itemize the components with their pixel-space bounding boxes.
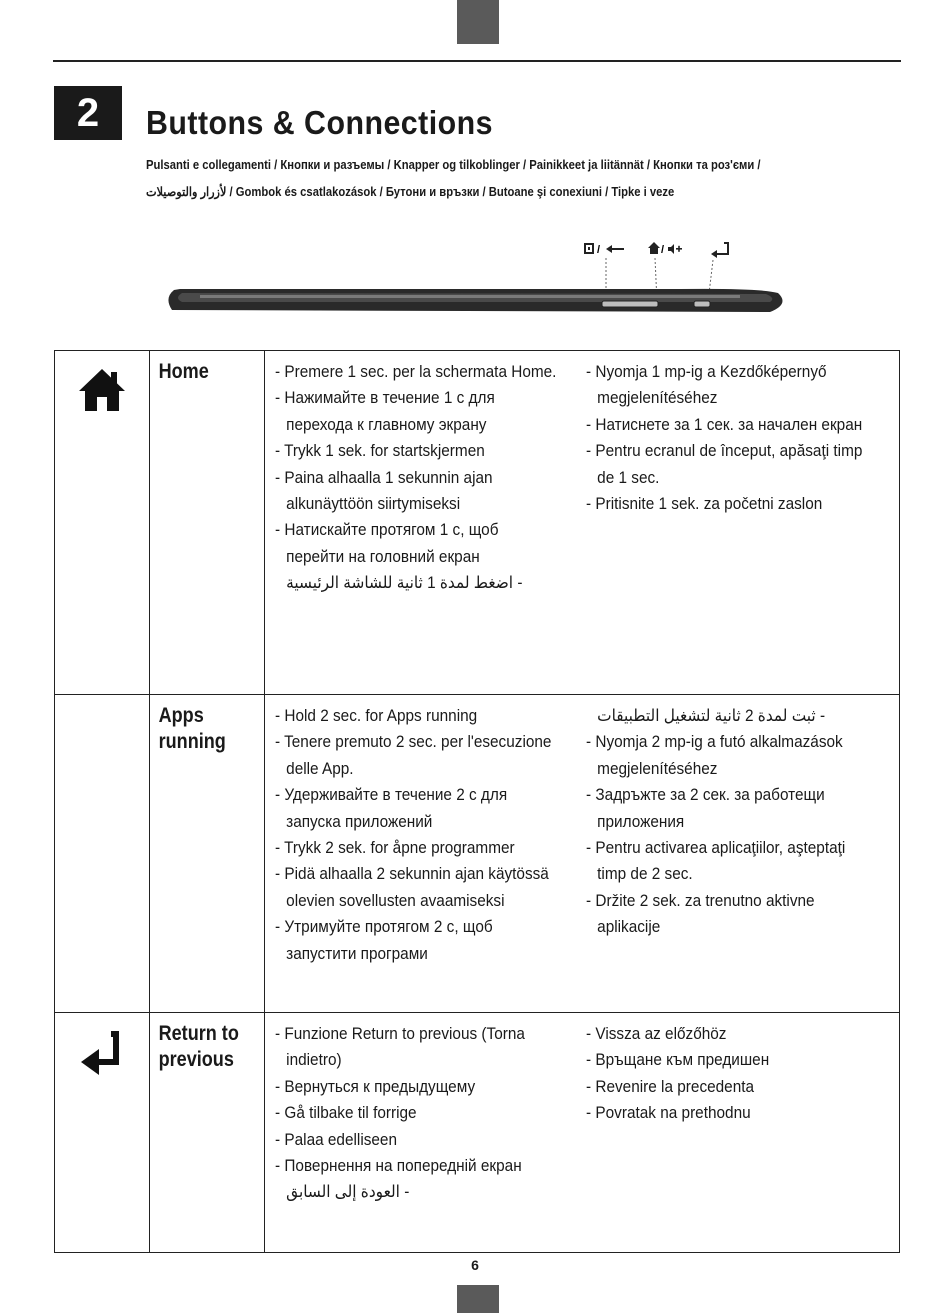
list-item: - Задръжте за 2 сек. за работещи приложения — [586, 782, 870, 835]
row-desc-cell — [265, 695, 900, 1013]
row-name-cell — [150, 1013, 265, 1253]
list-item: - Paina alhaalla 1 sekunnin ajan alkunäyttöön siirtymiseksi — [275, 465, 559, 518]
page-tab-top — [457, 0, 499, 44]
list-item: - اضغط لمدة 1 ثانية للشاشة الرئيسية — [275, 570, 559, 596]
return-col-1 — [275, 1021, 580, 1206]
list-item: - Trykk 2 sek. for åpne programmer — [275, 835, 559, 861]
home-back-icon — [584, 243, 624, 256]
subtitle-line-1: Pulsanti e collegamenti / Кнопки и разъемы / Knapper og tilkoblinger / Painikkeet ja liitännät / Кнопки та роз'єми / — [146, 158, 761, 172]
list-item: - Утримуйте протягом 2 с, щоб запустити програми — [275, 914, 559, 967]
list-item: - Вернуться к предыдущему — [275, 1074, 559, 1100]
section-subtitle — [146, 152, 830, 206]
device-side-diagram — [160, 238, 790, 320]
list-item: - Pritisnite 1 sek. za početni zaslon — [586, 491, 870, 517]
list-item: - Vissza az előzőhöz — [586, 1021, 870, 1047]
list-item: - Trykk 1 sek. for startskjermen — [275, 438, 559, 464]
list-item: - Натискайте протягом 1 с, щоб перейти на головний екран — [275, 517, 559, 570]
row-desc-cell — [265, 1013, 900, 1253]
list-item: - Premere 1 sec. per la schermata Home. — [275, 359, 559, 385]
list-item: - Hold 2 sec. for Apps running — [275, 703, 559, 729]
list-item: - Pentru activarea aplicaţiilor, aşteptaţi timp de 2 sec. — [586, 835, 870, 888]
row-name-cell — [150, 695, 265, 1013]
home-col-2 — [586, 359, 891, 517]
list-item: - Funzione Return to previous (Torna indietro) — [275, 1021, 559, 1074]
list-item: - ثبت لمدة 2 ثانية لتشغيل التطبيقات — [586, 703, 870, 729]
list-item: - Връщане към предишен — [586, 1047, 870, 1073]
row-icon-cell — [55, 695, 150, 1013]
svg-text:/: / — [661, 244, 665, 256]
apps-col-2 — [586, 703, 891, 941]
list-item: - Nyomja 2 mp-ig a futó alkalmazások megjelenítéséhez — [586, 729, 870, 782]
section-title: Buttons & Connections — [146, 104, 493, 141]
list-item: - Tenere premuto 2 sec. per l'esecuzione delle App. — [275, 729, 559, 782]
list-item: - Držite 2 sek. za trenutno aktivne aplikacije — [586, 888, 870, 941]
list-item: - العودة إلى السابق — [275, 1179, 559, 1205]
list-item: - Gå tilbake til forrige — [275, 1100, 559, 1126]
page-number: 6 — [471, 1257, 479, 1273]
table-row-return — [55, 1013, 900, 1253]
row-name-home: Home — [158, 360, 209, 383]
section-number: 2 — [54, 86, 122, 140]
return-col-2 — [586, 1021, 891, 1127]
list-item: - Удерживайте в течение 2 с для запуска приложений — [275, 782, 559, 835]
table-row-home — [55, 351, 900, 695]
row-name-apps-running: Apps running — [158, 704, 226, 753]
header-rule — [53, 60, 901, 62]
return-icon — [711, 243, 728, 258]
row-icon-cell — [55, 351, 150, 695]
row-icon-cell — [55, 1013, 150, 1253]
row-name-return: Return to previous — [158, 1022, 239, 1071]
list-item: - Nyomja 1 mp-ig a Kezdőképernyő megjelenítéséhez — [586, 359, 870, 412]
home-col-1 — [275, 359, 580, 597]
list-item: - Натиснете за 1 сек. за начален екран — [586, 412, 870, 438]
table-row-apps-running — [55, 695, 900, 1013]
buttons-table — [54, 350, 900, 1253]
apps-col-1 — [275, 703, 580, 967]
house-icon — [77, 365, 127, 415]
list-item: - Нажимайте в течение 1 с для перехода к главному экрану — [275, 385, 559, 438]
list-item: - Revenire la precedenta — [586, 1074, 870, 1100]
list-item: - Pentru ecranul de început, apăsaţi timp de 1 sec. — [586, 438, 870, 491]
row-name-cell — [150, 351, 265, 695]
list-item: - Palaa edelliseen — [275, 1127, 559, 1153]
page-tab-bottom — [457, 1285, 499, 1313]
row-desc-cell — [265, 351, 900, 695]
list-item: - Повернення на попередній екран — [275, 1153, 559, 1179]
list-item: - Pidä alhaalla 2 sekunnin ajan käytössä olevien sovellusten avaamiseksi — [275, 861, 559, 914]
list-item: - Povratak na prethodnu — [586, 1100, 870, 1126]
home-volume-icon — [648, 242, 682, 256]
svg-text:/: / — [597, 244, 601, 256]
return-arrow-icon — [77, 1027, 127, 1079]
subtitle-line-2: لأزرار والتوصيلات / Gombok és csatlakozások / Бутони и връзки / Butoane şi conexiuni / Tipke i veze — [146, 185, 675, 199]
